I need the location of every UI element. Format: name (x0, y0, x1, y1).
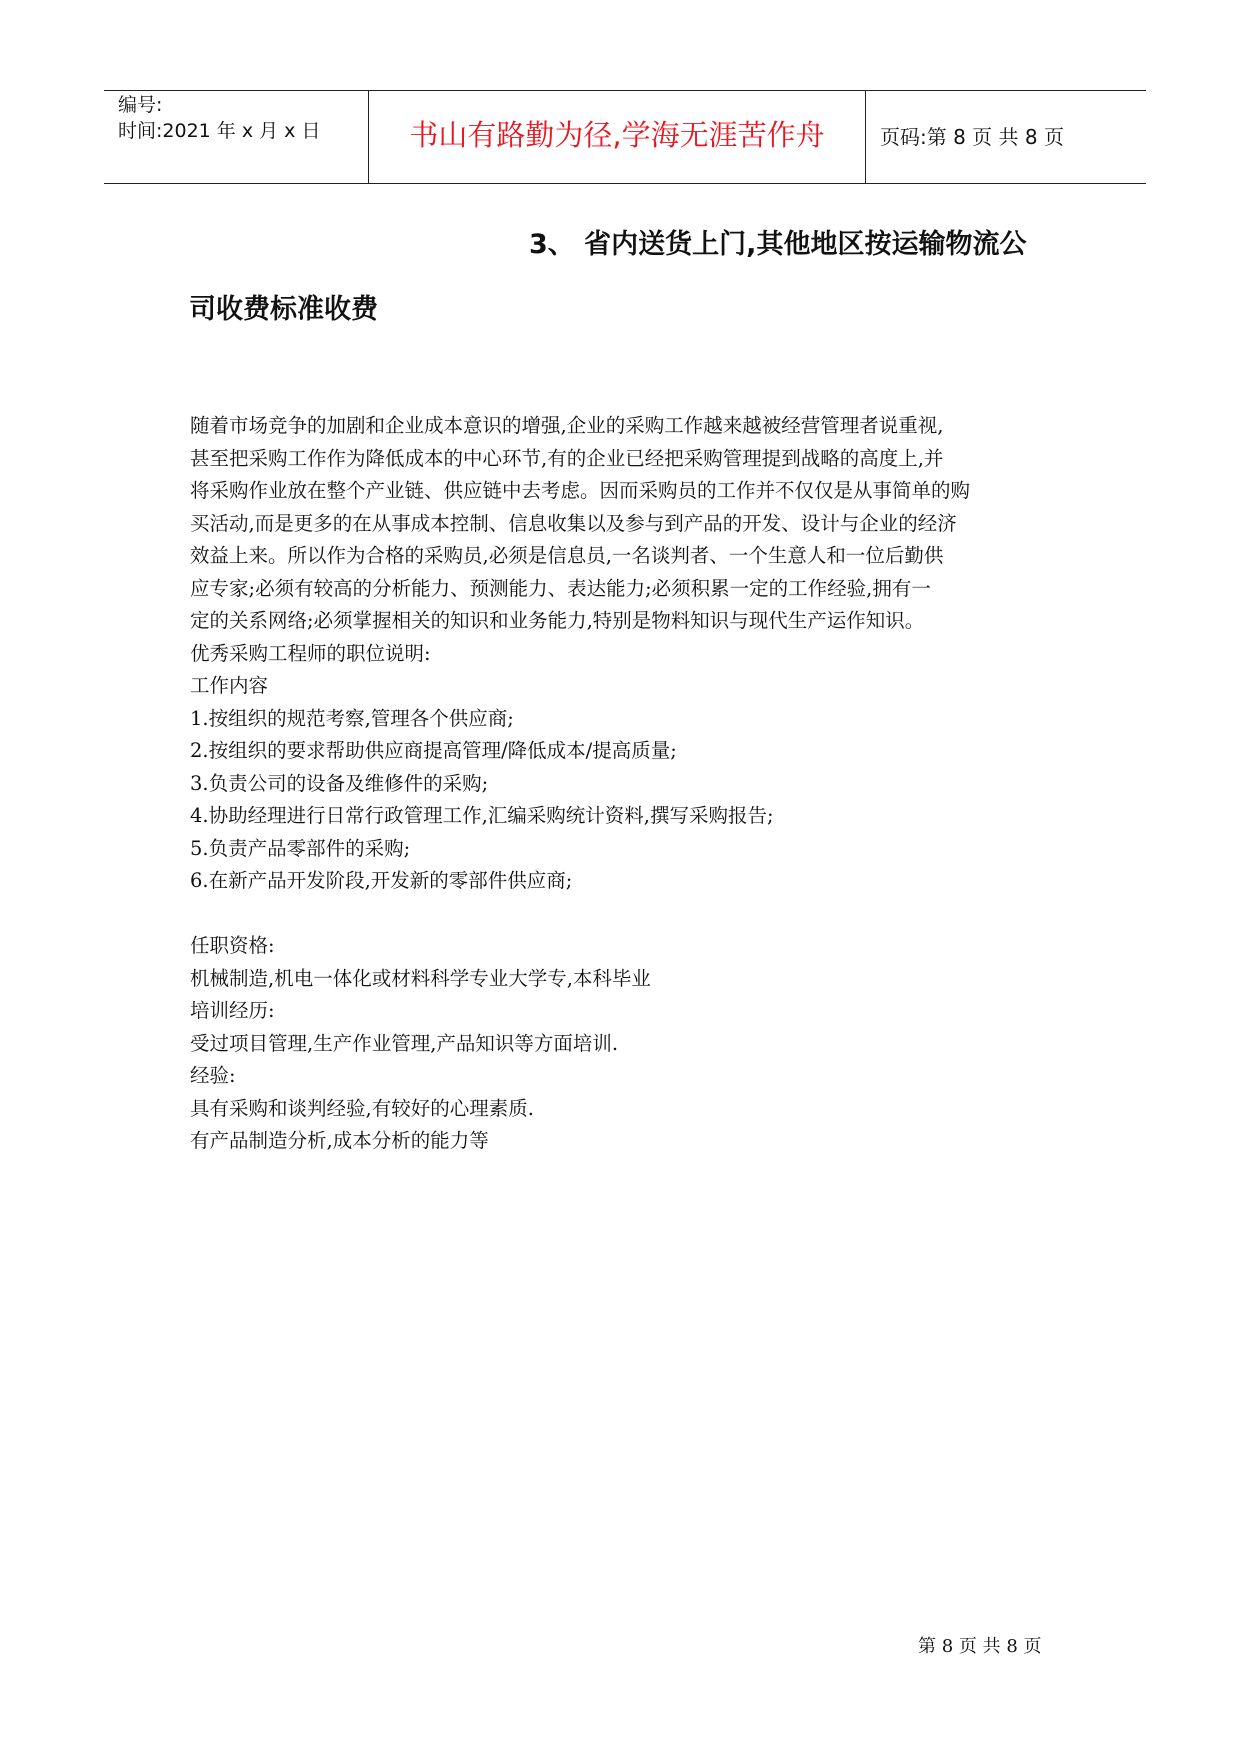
duties-title: 工作内容 (190, 674, 269, 697)
section-heading-line1: 3、 省内送货上门,其他地区按运输物流公 (529, 229, 1027, 260)
duty-item: 2.按组织的要求帮助供应商提高管理/降低成本/提高质量; (190, 739, 677, 762)
duty-item: 4.协助经理进行日常行政管理工作,汇编采购统计资料,撰写采购报告; (190, 804, 774, 827)
duty-item: 6.在新产品开发阶段,开发新的零部件供应商; (190, 869, 573, 892)
header-page-number: 页码:第 8 页 共 8 页 (880, 125, 1064, 149)
date-label: 时间:2021 年 x 月 x 日 (118, 120, 321, 142)
serial-number-label: 编号: (118, 94, 163, 116)
motto-text: 书山有路勤为径,学海无涯苦作舟 (409, 118, 825, 152)
document-body (190, 410, 1070, 1158)
page-header (104, 90, 1146, 184)
experience-item: 具有采购和谈判经验,有较好的心理素质. (190, 1096, 534, 1120)
training-title: 培训经历: (190, 999, 275, 1022)
paragraph-line: 甚至把采购工作作为降低成本的中心环节,有的企业已经把采购管理提到战略的高度上,并 (190, 446, 944, 470)
paragraph-line: 随着市场竞争的加剧和企业成本意识的增强,企业的采购工作越来越被经营管理者说重视, (190, 414, 944, 437)
position-title: 优秀采购工程师的职位说明: (190, 641, 431, 665)
paragraph-line: 应专家;必须有较高的分析能力、预测能力、表达能力;必须积累一定的工作经验,拥有一 (190, 576, 931, 600)
paragraph-line: 效益上来。所以作为合格的采购员,必须是信息员,一名谈判者、一个生意人和一位后勤供 (190, 544, 944, 567)
paragraph-line: 将采购作业放在整个产业链、供应链中去考虑。因而采购员的工作并不仅仅是从事简单的购 (190, 479, 971, 502)
header-page-cell (866, 91, 1146, 183)
spacer (190, 898, 1070, 931)
paragraph-line: 买活动,而是更多的在从事成本控制、信息收集以及参与到产品的开发、设计与企业的经济 (190, 511, 957, 535)
duty-item: 5.负责产品零部件的采购; (190, 836, 411, 860)
qualification-text: 机械制造,机电一体化或材料科学专业大学专,本科毕业 (190, 966, 651, 990)
paragraph-line: 定的关系网络;必须掌握相关的知识和业务能力,特别是物料知识与现代生产运作知识。 (190, 609, 925, 632)
section-heading-line2: 司收费标准收费 (189, 294, 378, 325)
header-motto-cell (369, 91, 866, 183)
footer-page-number: 第 8 页 共 8 页 (918, 1636, 1042, 1657)
experience-title: 经验: (190, 1064, 236, 1087)
header-meta-cell (104, 91, 369, 183)
duty-item: 3.负责公司的设备及维修件的采购; (190, 771, 489, 795)
training-text: 受过项目管理,生产作业管理,产品知识等方面培训. (190, 1031, 619, 1055)
duty-item: 1.按组织的规范考察,管理各个供应商; (190, 706, 514, 730)
experience-item: 有产品制造分析,成本分析的能力等 (190, 1129, 489, 1152)
qualification-title: 任职资格: (190, 934, 275, 957)
